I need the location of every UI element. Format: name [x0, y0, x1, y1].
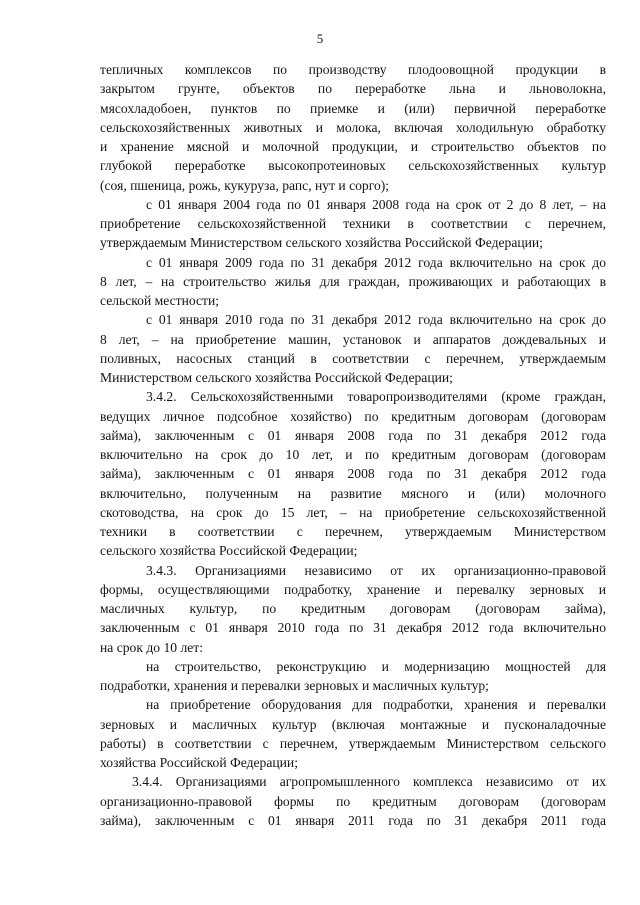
text-line: сельского хозяйства Российской Федерации; — [100, 543, 358, 559]
text-line: с 01 января 2004 года по 01 января 2008 года на срок от 2 до 8 лет, – на — [146, 196, 606, 212]
text-line: организационно-правовой формы по кредитным договорам (договорам — [100, 793, 606, 809]
text-line: на строительство, реконструкцию и модернизацию мощностей для — [146, 658, 606, 674]
text-line: формы, осуществляющими подработку, хранение и перевалку зерновых и — [100, 581, 606, 597]
text-line: масличных культур, по кредитным договорам (договорам займа), — [100, 601, 606, 616]
text-line: включительно на срок до 10 лет, и по кредитным договорам (договорам — [100, 447, 606, 462]
text-line: работы) в соответствии с перечнем, утверждаемым Министерством сельского — [100, 735, 606, 751]
text-line: приобретение сельскохозяйственной техники в соответствии с перечнем, — [100, 216, 606, 231]
text-line: сельской местности; — [100, 293, 220, 308]
text-line: 3.4.4. Организациями агропромышленного комплекса независимо от их — [132, 774, 606, 790]
text-line: утверждаемым Министерством сельского хозяйства Российской Федерации; — [100, 235, 543, 251]
text-line: на срок до 10 лет: — [100, 639, 203, 655]
text-line: техники в соответствии с перечнем, утверждаемым Министерством — [100, 524, 606, 539]
page-number: 5 — [316, 31, 324, 46]
text-line: подработки, хранения и перевалки зерновых и масличных культур; — [100, 678, 489, 693]
document-body — [100, 60, 606, 830]
text-line: на приобретение оборудования для подработки, хранения и перевалки — [146, 697, 606, 713]
text-line: заключенным с 01 января 2010 года по 31 декабря 2012 года включительно — [100, 620, 606, 636]
text-line: 3.4.2. Сельскохозяйственными товаропроизводителями (кроме граждан, — [146, 389, 606, 405]
text-line: поливных, насосных станций в соответствии с перечнем, утверждаемым — [100, 350, 606, 366]
text-line: включительно, полученным на развитие мясного и (или) молочного — [100, 485, 606, 501]
text-line: Министерством сельского хозяйства Российской Федерации; — [100, 370, 453, 385]
text-line: сельскохозяйственных животных и молока, включая холодильную обработку — [100, 119, 606, 135]
text-line: 8 лет, – на приобретение машин, установок и аппаратов дождевальных и — [100, 331, 606, 347]
text-line: ведущих личное подсобное хозяйство) по кредитным договорам (договорам — [100, 408, 606, 424]
text-line: займа), заключенным с 01 января 2008 года по 31 декабря 2012 года — [100, 427, 606, 443]
text-line: закрытом грунте, объектов по переработке льна и льноволокна, — [100, 81, 606, 97]
text-line: займа), заключенным с 01 января 2008 года по 31 декабря 2012 года — [100, 466, 606, 482]
text-line: хозяйства Российской Федерации; — [100, 755, 298, 770]
text-line: зерновых и масличных культур (включая монтажные и пусконаладочные — [100, 716, 606, 732]
text-line: скотоводства, на срок до 15 лет, – на приобретение сельскохозяйственной — [100, 504, 606, 520]
text-line: (соя, пшеница, рожь, кукуруза, рапс, нут и сорго); — [100, 177, 390, 193]
text-line: 8 лет, – на строительство жилья для граждан, проживающих и работающих в — [100, 273, 606, 289]
text-line: мясохладобоен, пунктов по приемке и (или) первичной переработке — [100, 100, 606, 116]
text-line: с 01 января 2010 года по 31 декабря 2012 года включительно на срок до — [146, 312, 606, 328]
text-line: 3.4.3. Организациями независимо от их организационно-правовой — [146, 562, 606, 578]
text-line: с 01 января 2009 года по 31 декабря 2012 года включительно на срок до — [146, 254, 606, 270]
text-line: глубокой переработке высокопротеиновых сельскохозяйственных культур — [100, 158, 606, 174]
text-line: и хранение мясной и молочной продукции, и строительство объектов по — [100, 139, 606, 154]
text-line: займа), заключенным с 01 января 2011 года по 31 декабря 2011 года — [100, 812, 606, 828]
text-line: тепличных комплексов по производству плодоовощной продукции в — [100, 62, 606, 77]
